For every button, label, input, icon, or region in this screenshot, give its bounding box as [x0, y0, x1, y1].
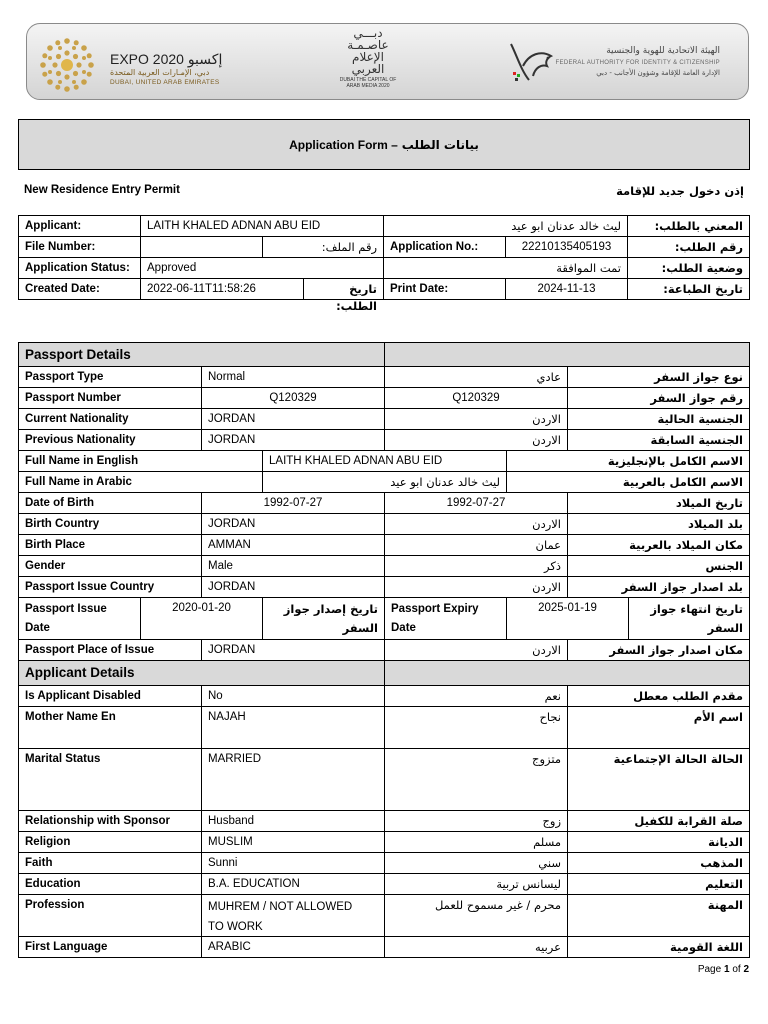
religion-value: MUSLIM	[201, 831, 385, 853]
expiry-date-label-ar-line2: السفر	[707, 621, 743, 635]
expo-subtitle-en: DUBAI, UNITED ARAB EMIRATES	[110, 79, 220, 86]
marital-status-label: Marital Status	[18, 748, 202, 811]
dob-value-ar: 1992-07-27	[384, 492, 568, 514]
form-title-box	[18, 119, 750, 170]
status-value: Approved	[140, 257, 384, 279]
gender-label-ar: الجنس	[567, 555, 750, 577]
faith-label-ar: المذهب	[567, 852, 750, 874]
passport-heading-blank	[384, 342, 750, 367]
previous-nationality-label: Previous Nationality	[18, 429, 202, 451]
dob-value: 1992-07-27	[201, 492, 385, 514]
mother-name-value-ar: نجاح	[384, 706, 568, 749]
first-language-label: First Language	[18, 936, 202, 958]
created-date-label-ar: تاريخ الطلب:	[303, 278, 384, 300]
marital-status-label-ar: الحالة الحالة الإجتماعية	[567, 748, 750, 811]
expiry-date-label-line2: Date	[391, 622, 416, 634]
expiry-date-label-ar	[628, 597, 750, 640]
mother-name-label-ar: اسم الأم	[567, 706, 750, 749]
issue-country-value-ar: الاردن	[384, 576, 568, 598]
passport-type-value-ar: عادي	[384, 366, 568, 388]
profession-label-ar: المهنة	[567, 894, 750, 937]
dubai-media-capital-logo	[337, 27, 399, 99]
religion-label: Religion	[18, 831, 202, 853]
passport-number-value: Q120329	[201, 387, 385, 409]
birth-country-label: Birth Country	[18, 513, 202, 535]
media-line-4: العربي	[351, 62, 385, 76]
status-label-ar: وضعية الطلب:	[627, 257, 750, 279]
media-line-3: الإعلام	[352, 50, 384, 64]
page-word: Page	[697, 964, 722, 975]
issue-country-label: Passport Issue Country	[18, 576, 202, 598]
passport-section-heading: Passport Details	[18, 342, 385, 367]
gender-value: Male	[201, 555, 385, 577]
issue-date-label-ar	[262, 597, 385, 640]
file-number-label-ar: رقم الملف:	[262, 236, 384, 258]
permit-type-en: New Residence Entry Permit	[24, 184, 180, 196]
religion-label-ar: الديانة	[567, 831, 750, 853]
applicant-value: LAITH KHALED ADNAN ABU EID	[140, 215, 384, 237]
issue-date-label-ar-line1: تاريخ إصدار جواز	[283, 602, 378, 616]
authority-name-en: FEDERAL AUTHORITY FOR IDENTITY & CITIZENSHIP	[555, 60, 720, 66]
issue-date-label-line1: Passport Issue	[25, 603, 107, 615]
applicant-value-ar: ليث خالد عدنان ابو عيد	[383, 215, 628, 237]
education-label-ar: التعليم	[567, 873, 750, 895]
religion-value-ar: مسلم	[384, 831, 568, 853]
header-banner	[26, 23, 749, 100]
issue-date-value: 2020-01-20	[140, 597, 263, 640]
disabled-label-ar: مقدم الطلب معطل	[567, 685, 750, 707]
birth-place-label: Birth Place	[18, 534, 202, 556]
page-total: 2	[743, 964, 749, 975]
first-language-value-ar: عربيه	[384, 936, 568, 958]
file-number-label: File Number:	[18, 236, 141, 258]
status-value-ar: تمت الموافقة	[383, 257, 628, 279]
profession-label: Profession	[18, 894, 202, 937]
expo-subtitle-ar: دبي، الإمـارات العربية المتحدة	[110, 68, 210, 77]
applicant-label: Applicant:	[18, 215, 141, 237]
of-word: of	[732, 964, 741, 975]
disabled-value-ar: نعم	[384, 685, 568, 707]
full-name-en-label: Full Name in English	[18, 450, 263, 472]
disabled-value: No	[201, 685, 385, 707]
expiry-date-value: 2025-01-19	[506, 597, 629, 640]
marital-status-value-ar: متزوج	[384, 748, 568, 811]
form-title-ar: بيانات الطلب	[401, 137, 479, 152]
passport-number-label-ar: رقم جواز السفر	[567, 387, 750, 409]
profession-value	[201, 894, 385, 937]
expo-2020-logo	[35, 31, 230, 95]
summary-table	[18, 215, 750, 313]
current-nationality-label: Current Nationality	[18, 408, 202, 430]
applicant-label-ar: المعني بالطلب:	[627, 215, 750, 237]
media-line-2: عاصـمـة	[347, 38, 389, 52]
print-date-value: 2024-11-13	[505, 278, 628, 300]
faith-label: Faith	[18, 852, 202, 874]
authority-dept-ar: الإدارة العامة للإقامة وشؤون الأجانب - دبي	[596, 69, 720, 77]
birth-country-label-ar: بلد الميلاد	[567, 513, 750, 535]
relationship-label: Relationship with Sponsor	[18, 810, 202, 832]
profession-value-line1: MUHREM / NOT ALLOWED	[208, 901, 353, 913]
issue-place-value-ar: الاردن	[384, 639, 568, 661]
status-label: Application Status:	[18, 257, 141, 279]
passport-number-value-ar: Q120329	[384, 387, 568, 409]
mother-name-label: Mother Name En	[18, 706, 202, 749]
application-no-label-ar: رقم الطلب:	[627, 236, 750, 258]
marital-status-value: MARRIED	[201, 748, 385, 811]
passport-type-value: Normal	[201, 366, 385, 388]
passport-type-label-ar: نوع جواز السفر	[567, 366, 750, 388]
issue-place-label: Passport Place of Issue	[18, 639, 202, 661]
education-label: Education	[18, 873, 202, 895]
authority-name-ar: الهيئة الاتحادية للهوية والجنسية	[606, 46, 720, 56]
created-date-value: 2022-06-11T11:58:26	[140, 278, 304, 300]
birth-country-value-ar: الاردن	[384, 513, 568, 535]
mother-name-value: NAJAH	[201, 706, 385, 749]
created-date-label: Created Date:	[18, 278, 141, 300]
profession-value-ar: محرم / غير مسموح للعمل	[384, 894, 568, 937]
current-nationality-label-ar: الجنسية الحالية	[567, 408, 750, 430]
birth-place-value: AMMAN	[201, 534, 385, 556]
previous-nationality-value: JORDAN	[201, 429, 385, 451]
expiry-date-label	[384, 597, 507, 640]
applicant-section-heading: Applicant Details	[18, 660, 385, 686]
current-nationality-value: JORDAN	[201, 408, 385, 430]
issue-date-label	[18, 597, 141, 640]
relationship-label-ar: صلة القرابة للكفيل	[567, 810, 750, 832]
page-number: 1	[723, 964, 730, 975]
profession-value-line2: TO WORK	[208, 921, 263, 933]
expiry-date-label-line1: Passport Expiry	[391, 603, 479, 615]
application-no-label: Application No.:	[383, 236, 506, 258]
previous-nationality-value-ar: الاردن	[384, 429, 568, 451]
passport-type-label: Passport Type	[18, 366, 202, 388]
dob-label-ar: تاريخ الميلاد	[567, 492, 750, 514]
print-date-label: Print Date:	[383, 278, 506, 300]
education-value-ar: ليسانس تربية	[384, 873, 568, 895]
gender-value-ar: ذكر	[384, 555, 568, 577]
gender-label: Gender	[18, 555, 202, 577]
form-title-en: Application Form –	[289, 137, 398, 152]
education-value: B.A. EDUCATION	[201, 873, 385, 895]
file-number-value	[140, 236, 263, 258]
application-no-value: 22210135405193	[505, 236, 628, 258]
faith-value: Sunni	[201, 852, 385, 874]
dob-label: Date of Birth	[18, 492, 202, 514]
permit-type-ar: إذن دخول جديد للإقامة	[616, 184, 744, 198]
print-date-label-ar: تاريخ الطباعة:	[627, 278, 750, 300]
federal-authority-logo	[503, 34, 748, 94]
birth-place-label-ar: مكان الميلاد بالعربية	[567, 534, 750, 556]
issue-country-value: JORDAN	[201, 576, 385, 598]
full-name-ar-label-ar: الاسم الكامل بالعربية	[506, 471, 750, 493]
previous-nationality-label-ar: الجنسية السابقة	[567, 429, 750, 451]
issue-place-value: JORDAN	[201, 639, 385, 661]
first-language-label-ar: اللغة القومية	[567, 936, 750, 958]
details-table	[18, 342, 750, 962]
full-name-ar-value: ليث خالد عدنان ابو عيد	[262, 471, 507, 493]
full-name-ar-label: Full Name in Arabic	[18, 471, 263, 493]
relationship-value: Husband	[201, 810, 385, 832]
birth-country-value: JORDAN	[201, 513, 385, 535]
page-indicator	[698, 964, 749, 975]
issue-country-label-ar: بلد اصدار جواز السفر	[567, 576, 750, 598]
issue-date-label-ar-line2: السفر	[342, 621, 378, 635]
expo-title: EXPO 2020 إكسبو	[110, 51, 223, 67]
issue-place-label-ar: مكان اصدار جواز السفر	[567, 639, 750, 661]
current-nationality-value-ar: الاردن	[384, 408, 568, 430]
passport-number-label: Passport Number	[18, 387, 202, 409]
falcon-emblem-icon	[503, 36, 563, 88]
full-name-en-value: LAITH KHALED ADNAN ABU EID	[262, 450, 507, 472]
expiry-date-label-ar-line1: تاريخ انتهاء جواز	[650, 602, 743, 616]
relationship-value-ar: زوج	[384, 810, 568, 832]
applicant-heading-blank	[384, 660, 750, 686]
first-language-value: ARABIC	[201, 936, 385, 958]
disabled-label: Is Applicant Disabled	[18, 685, 202, 707]
full-name-en-label-ar: الاسم الكامل بالإنجليزية	[506, 450, 750, 472]
media-line-1: دبـــي	[353, 26, 383, 40]
birth-place-value-ar: عمان	[384, 534, 568, 556]
issue-date-label-line2: Date	[25, 622, 50, 634]
media-caption: DUBAI THE CAPITAL OF ARAB MEDIA 2020	[339, 77, 397, 89]
expo-ring-icon	[35, 33, 99, 97]
faith-value-ar: سني	[384, 852, 568, 874]
